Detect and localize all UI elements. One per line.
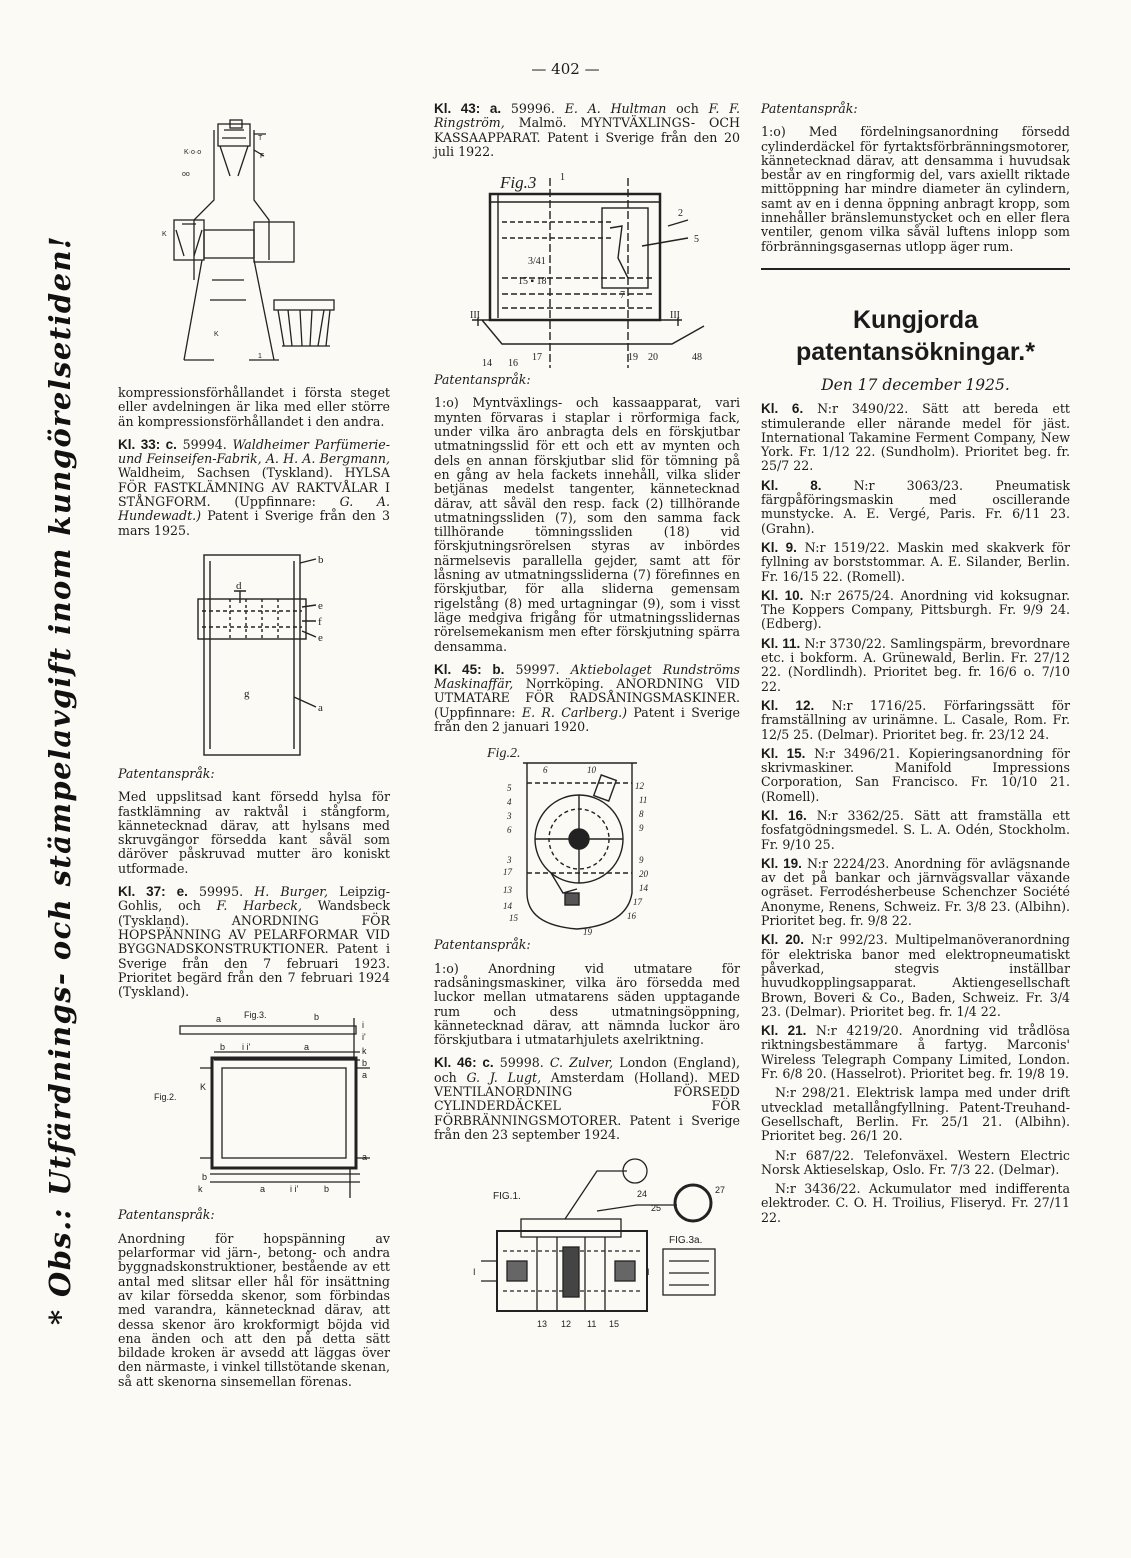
applicant-name: F. Harbeck, xyxy=(216,898,302,914)
applicant-name: C. Zulver, xyxy=(549,1055,614,1071)
section-title: Kungjorda patentansökningar.* xyxy=(796,305,1035,366)
entry-59998 xyxy=(434,1056,740,1142)
svg-text:24: 24 xyxy=(637,1189,648,1200)
svg-text:15: 15 xyxy=(509,913,518,924)
entry-59995 xyxy=(118,885,390,999)
fig-label: FIG.3a. xyxy=(669,1235,703,1247)
entry-text: Norrköping. ANORDNING VID UTMATARE FÖR RADSÅNINGSMASKINER. (Uppfinnare: xyxy=(434,676,740,720)
svg-text:I: I xyxy=(473,1267,476,1278)
claim-text: 1:o) Myntväxlings- och kassaapparat, vari mynten förvaras i staplar i rörformiga fack, under vilka äro anbragta dels en förskjutbar utmatningsslid för ett och ett av mynten och dels en annan förskjutbar slid för tömning på en gång av hela fackets innehåll, vilka slider betjänas medelst tangenter, kännetecknad därav, att såväl den resp. fack (2) tillhörande utmatningssliden (7), som den samma fack tillhörande tömningssliden (18) vid förskjutningsrörelsen styras av inbördes närmelsevis parallella gejder, samt att för låsning av utmatningssliderna (7) förefinnes en förskjutbar, för alla sliderna gemensam rigelstång (8) med urtagningar (9), som i visst läge medgiva frigång för utmatningsslidernas rörelsemekanism men efter förskjutning spärra densamma. xyxy=(434,395,740,654)
entry-text: och xyxy=(676,101,699,116)
section-divider xyxy=(761,268,1070,270)
entry-59996 xyxy=(434,102,740,159)
svg-text:10: 10 xyxy=(587,765,596,776)
applicant-name: F. F. Ringström, xyxy=(434,101,740,131)
class-label: Kl. 19. xyxy=(761,855,802,871)
application-text: N:r 3436/22. Ackumulator med indifferenta elektroder. C. O. H. Troilius, Fliseryd. Fr. 27/11 22. xyxy=(761,1181,1070,1225)
entry-text: Leipzig-Gohlis, och xyxy=(118,884,391,914)
svg-text:1: 1 xyxy=(560,172,565,184)
claim-heading: Patentanspråk: xyxy=(118,765,215,781)
application-text: N:r 3063/23. Pneumatisk färgpåföringsmaskin med oscillerande munstycke. A. E. Vergé, Paris. Fr. 6/11 23. (Grahn). xyxy=(761,477,1070,536)
application-text: N:r 1716/25. Förfaringssätt för framställning av urinämne. L. Casale, Rom. Fr. 12/5 25. (Delmar). Prioritet beg. fr. 23/12 24. xyxy=(761,697,1070,742)
class-label: Kl. 45: b. xyxy=(434,661,505,677)
svg-text:K: K xyxy=(214,331,219,338)
svg-text:a: a xyxy=(216,1014,222,1025)
class-label: Kl. 8. xyxy=(761,477,822,493)
svg-text:20: 20 xyxy=(648,352,658,364)
class-label: Kl. 21. xyxy=(761,1023,807,1039)
fig-label: b xyxy=(318,553,324,566)
patent-number: 59997. xyxy=(515,661,560,677)
svg-text:b: b xyxy=(220,1042,226,1053)
svg-text:27: 27 xyxy=(715,1185,726,1196)
applicant-name: E. A. Hultman xyxy=(564,101,667,116)
claim-text: Med uppslitsad kant försedd hylsa för fastklämning av raktvål i stångform, kännetecknad därav, att hylsans med skruvgängor försedda kant såväl som däröver påskruvad mutter äro koniskt utformade. xyxy=(118,789,390,876)
patent-number: 59994. xyxy=(182,436,227,452)
application-entry xyxy=(761,747,1070,804)
svg-text:20: 20 xyxy=(639,869,648,880)
svg-text:11: 11 xyxy=(587,1319,597,1330)
claim-text: 1:o) Anordning vid utmatare för radsåningsmaskiner, vilka äro försedda med luckor mellan utmatarens säden upptagande rum och dess utmatningsöppning, kännetecknad därav, att nämnda luckor äro förskjutbara i utmatarhjulets axelriktning. xyxy=(434,960,740,1048)
application-entry xyxy=(761,479,1070,536)
claim-text: 1:o) Med fördelningsanordning försedd cylinderdäckel för fyrtaktsförbränningsmotorer, kännetecknad därav, att densamma i huvudsak består av en ringformig del, vars axiellt riktade mittöppning har mindre diameter än cylindern, samt av en i denna öppning anbragt kropp, som innehåller bränslemunstycket och en eller flera ventiler, genom vilka såväl luftens inlopp som förbränningsgasernas utlopp äger rum. xyxy=(761,124,1070,254)
svg-text:12: 12 xyxy=(635,781,644,792)
fig-label: f xyxy=(318,615,322,628)
svg-text:b: b xyxy=(202,1172,208,1183)
svg-text:T: T xyxy=(258,135,263,142)
claim-heading: Patentanspråk: xyxy=(761,101,858,116)
svg-text:K·o·o: K·o·o xyxy=(184,149,202,156)
class-label: Kl. 11. xyxy=(761,635,801,651)
application-text: N:r 3362/25. Sätt att framställa ett fosfatgödningsmedel. S. L. A. Odén, Stockholm. Fr. 9/10 25. xyxy=(761,807,1070,852)
svg-text:5: 5 xyxy=(694,234,699,246)
svg-text:14: 14 xyxy=(503,901,512,912)
entry-text: Patent i Sverige från den 3 mars 1925. xyxy=(118,508,390,538)
svg-text:i: i xyxy=(362,1020,364,1031)
svg-text:11: 11 xyxy=(639,795,648,806)
svg-text:a: a xyxy=(260,1184,266,1195)
fig-label: FIG.1. xyxy=(493,1191,521,1203)
application-text: N:r 2224/23. Anordning för avlägsnande av det på bankar och järnvägsvallar växande ogräset. Ferrodésherbeuse Schenchzer Société Anonyme, Renens, Schweiz. Fr. 3/8 23. (Albihn). Prioritet beg. fr. 9/8 22. xyxy=(761,855,1070,929)
column-3 xyxy=(761,102,1070,1230)
svg-text:48: 48 xyxy=(692,352,702,364)
svg-text:3: 3 xyxy=(507,811,512,822)
svg-text:17: 17 xyxy=(633,897,642,908)
svg-text:3/41: 3/41 xyxy=(528,256,546,268)
class-label: Kl. 9. xyxy=(761,539,797,555)
class-label: Kl. 43: a. xyxy=(434,101,502,116)
svg-text:K: K xyxy=(200,1082,207,1093)
svg-text:15: 15 xyxy=(609,1319,620,1330)
entry-text: Wandsbeck (Tyskland). ANORDNING FÖR HOPSPÄNNING AV PELARFORMAR VID BYGGNADSKONSTRUKTIONER. Patent i Sverige från den 7 februari 1923. Prioritet begärd från den 7 februari 1924 (Tyskland). xyxy=(118,898,390,1000)
column-2 xyxy=(434,102,740,1331)
fig-label: g xyxy=(244,687,250,700)
svg-text:8: 8 xyxy=(639,809,644,820)
inventor-name: G. A. Hundewadt.) xyxy=(118,494,390,524)
class-label: Kl. 12. xyxy=(761,697,815,713)
seed-drill-drawing xyxy=(467,743,707,938)
svg-text:i': i' xyxy=(362,1032,366,1043)
svg-text:k: k xyxy=(198,1184,203,1195)
claim-heading: Patentanspråk: xyxy=(434,937,531,953)
svg-text:3: 3 xyxy=(507,855,512,866)
applications-list xyxy=(761,402,1070,1225)
applicant-name: H. Burger, xyxy=(254,884,328,900)
class-label: Kl. 16. xyxy=(761,807,807,823)
application-entry xyxy=(761,637,1070,694)
fig-label: e xyxy=(318,631,323,644)
svg-text:b: b xyxy=(324,1184,330,1195)
svg-text:19: 19 xyxy=(628,352,638,364)
sidebar-notice: * Obs.: Utfärdnings- och stämpelavgift inom kungörelsetiden! xyxy=(43,234,77,1325)
application-text: N:r 3730/22. Samlingspärm, brevordnare etc. i bokform. A. Grünewald, Berlin. Fr. 27/12 22. (Nordlindh). Prioritet beg. fr. 16/6 o. 7/10 22. xyxy=(761,635,1071,694)
svg-text:17: 17 xyxy=(532,352,542,364)
svg-text:III: III xyxy=(470,310,480,322)
svg-text:4: 4 xyxy=(507,797,512,808)
applicant-name: G. J. Lugt, xyxy=(466,1069,542,1085)
svg-text:19: 19 xyxy=(583,927,592,938)
fig-label: Fig.2. xyxy=(154,1092,177,1103)
application-entry xyxy=(761,1182,1070,1225)
fig-label: d xyxy=(236,579,242,592)
claim-heading: Patentanspråk: xyxy=(118,1207,215,1223)
svg-text:5: 5 xyxy=(507,783,512,794)
svg-text:17: 17 xyxy=(503,867,512,878)
application-entry xyxy=(761,541,1070,584)
page-number: — 402 — xyxy=(531,60,600,78)
svg-text:6: 6 xyxy=(543,765,548,776)
svg-text:k: k xyxy=(362,1046,367,1057)
svg-text:a: a xyxy=(362,1070,368,1081)
cylinder-cover-drawing xyxy=(437,1151,737,1331)
application-text: N:r 298/21. Elektrisk lampa med under drift utvecklad metallångfyllning. Patent-Treuhand-Gesellschaft, Berlin. Fr. 25/1 21. (Albihn). Prioritet beg. 26/1 20. xyxy=(761,1085,1070,1144)
class-label: Kl. 10. xyxy=(761,587,804,603)
column-form-drawing xyxy=(124,1008,384,1208)
entry-text: Patent i Sverige från den 2 januari 1920. xyxy=(434,704,740,735)
entry-text: Amsterdam (Holland). MED VENTILANORDNING FÖRSEDD CYLINDERDÄCKEL FÖR FÖRBRÄNNINGSMOTORER. Patent i Sverige från den 23 september 1924. xyxy=(434,1069,740,1142)
svg-text:i i': i i' xyxy=(242,1042,251,1053)
class-label: Kl. 15. xyxy=(761,745,806,761)
coin-changer-drawing xyxy=(442,168,732,373)
application-entry xyxy=(761,857,1070,928)
application-text: N:r 1519/22. Maskin med skakverk för fyllning av borststommar. A. E. Silander, Berlin. Fr. 16/15 22. (Romell). xyxy=(761,539,1070,584)
svg-text:b: b xyxy=(314,1012,320,1023)
fig-label: Fig.3. xyxy=(244,1010,267,1021)
svg-text:i i': i i' xyxy=(290,1184,299,1195)
svg-text:a: a xyxy=(362,1152,368,1163)
entry-59997 xyxy=(434,663,740,734)
svg-text:a: a xyxy=(304,1042,310,1053)
class-label: Kl. 20. xyxy=(761,932,805,948)
svg-text:13: 13 xyxy=(537,1319,548,1330)
application-entry xyxy=(761,699,1070,742)
svg-text:III: III xyxy=(670,310,680,322)
soap-holder-drawing xyxy=(174,547,334,767)
continuation-text: kompressionsförhållandet i första steget eller avdelningen är lika med eller större än kompressionsförhållandet i den andra. xyxy=(118,385,390,429)
application-entry xyxy=(761,809,1070,852)
svg-text:15 ▪ 18: 15 ▪ 18 xyxy=(518,276,547,288)
svg-text:F: F xyxy=(260,153,265,160)
svg-text:9: 9 xyxy=(639,823,644,834)
application-text: N:r 4219/20. Anordning vid trådlösa riktningsbestämmare å fartyg. Marconis' Wireless Telegraph Company Limited, London. Fr. 6/8 20. (Hasselrot). Prioritet beg. fr. 19/8 19. xyxy=(761,1023,1070,1082)
svg-text:6: 6 xyxy=(507,825,512,836)
svg-text:9: 9 xyxy=(639,855,644,866)
applicant-name: Waldheimer Parfümerie- und Feinseifen-Fabrik, A. H. A. Bergmann, xyxy=(118,436,390,467)
svg-text:13: 13 xyxy=(503,885,512,896)
svg-text:oo: oo xyxy=(182,171,190,178)
svg-text:I: I xyxy=(647,1267,650,1278)
applicant-name: Aktiebolaget Rundströms Maskinaffär, xyxy=(434,661,741,692)
entry-text: Waldheim, Sachsen (Tyskland). HYLSA FÖR FASTKLÄMNING AV RAKTVÅLAR I STÅNGFORM. (Uppfinnare: xyxy=(118,465,390,510)
application-entry xyxy=(761,1086,1070,1143)
application-text: N:r 2675/24. Anordning vid koksugnar. The Koppers Company, Pittsburgh. Fr. 9/9 24. (Edberg). xyxy=(761,587,1070,632)
patent-number: 59996. xyxy=(510,101,555,116)
fig-label: e xyxy=(318,599,323,612)
application-text: N:r 992/23. Multipelmanöveranordning för elektriska banor med elektropneumatiskt påverkad, stegvis inställbar huvudkopplingsapparat. Aktiengesellschaft Brown, Boveri & Co., Baden, Schweiz. Fr. 3/4 23. (Delmar). Prioritet beg. fr. 1/4 22. xyxy=(761,932,1070,1019)
svg-text:7: 7 xyxy=(620,290,625,302)
entry-59994 xyxy=(118,438,390,538)
class-label: Kl. 37: e. xyxy=(118,884,188,900)
section-date: Den 17 december 1925. xyxy=(821,375,1010,394)
class-label: Kl. 46: c. xyxy=(434,1055,494,1071)
application-entry xyxy=(761,589,1070,632)
svg-text:2: 2 xyxy=(678,208,683,220)
inventor-name: E. R. Carlberg.) xyxy=(521,704,627,720)
entry-text: Malmö. MYNTVÄXLINGS- OCH KASSAAPPARAT. Patent i Sverige från den 20 juli 1922. xyxy=(434,115,740,159)
svg-text:14: 14 xyxy=(639,883,648,894)
compressor-drawing xyxy=(154,110,354,380)
svg-text:14: 14 xyxy=(482,358,492,370)
class-label: Kl. 33: c. xyxy=(118,436,177,452)
application-text: N:r 3496/21. Kopieringsanordning för skrivmaskiner. Manifold Impressions Corporation, San Francisco. Fr. 10/10 21. (Romell). xyxy=(761,745,1070,804)
entry-text: London (England), och xyxy=(434,1055,740,1085)
svg-text:12: 12 xyxy=(561,1319,572,1330)
patent-number: 59998. xyxy=(499,1055,544,1071)
svg-text:16: 16 xyxy=(627,911,636,922)
fig-label: a xyxy=(318,701,323,714)
svg-text:16: 16 xyxy=(508,358,518,370)
svg-text:b: b xyxy=(362,1058,368,1069)
application-entry xyxy=(761,402,1070,473)
claim-heading: Patentanspråk: xyxy=(434,372,531,388)
fig-label: Fig.3 xyxy=(500,173,537,193)
svg-text:K: K xyxy=(162,231,167,238)
patent-number: 59995. xyxy=(199,884,244,900)
claim-text: Anordning för hopspänning av pelarformar vid järn-, betong- och andra byggnadskonstruktioner, bestående av ett antal med slitsar eller hål för insättning av kilar försedda skenor, som förbindas med varandra, kännetecknad därav, att dessa skenor äro krokformigt böjda vid ena änden och att den på detta sätt bildade kroken är avsedd att läggas över den närmaste, i vinkel tillstötande skenan, så att skenorna sinsemellan förenas. xyxy=(118,1230,390,1389)
column-1 xyxy=(118,110,390,1398)
fig-label: Fig.2. xyxy=(487,746,521,762)
application-entry xyxy=(761,1024,1070,1081)
application-entry xyxy=(761,1149,1070,1178)
class-label: Kl. 6. xyxy=(761,401,804,417)
application-text: N:r 3490/22. Sätt att bereda ett stimulerande eller närande medel för jäst. International Takamine Ferment Company, New York. Fr. 1/12 22. (Sundholm). Prioritet beg. fr. 25/7 22. xyxy=(761,401,1070,474)
svg-text:1: 1 xyxy=(258,353,262,360)
svg-text:25: 25 xyxy=(651,1203,662,1214)
application-text: N:r 687/22. Telefonväxel. Western Electric Norsk Aktieselskap, Oslo. Fr. 7/3 22. (Delmar). xyxy=(761,1147,1070,1177)
application-entry xyxy=(761,933,1070,1019)
